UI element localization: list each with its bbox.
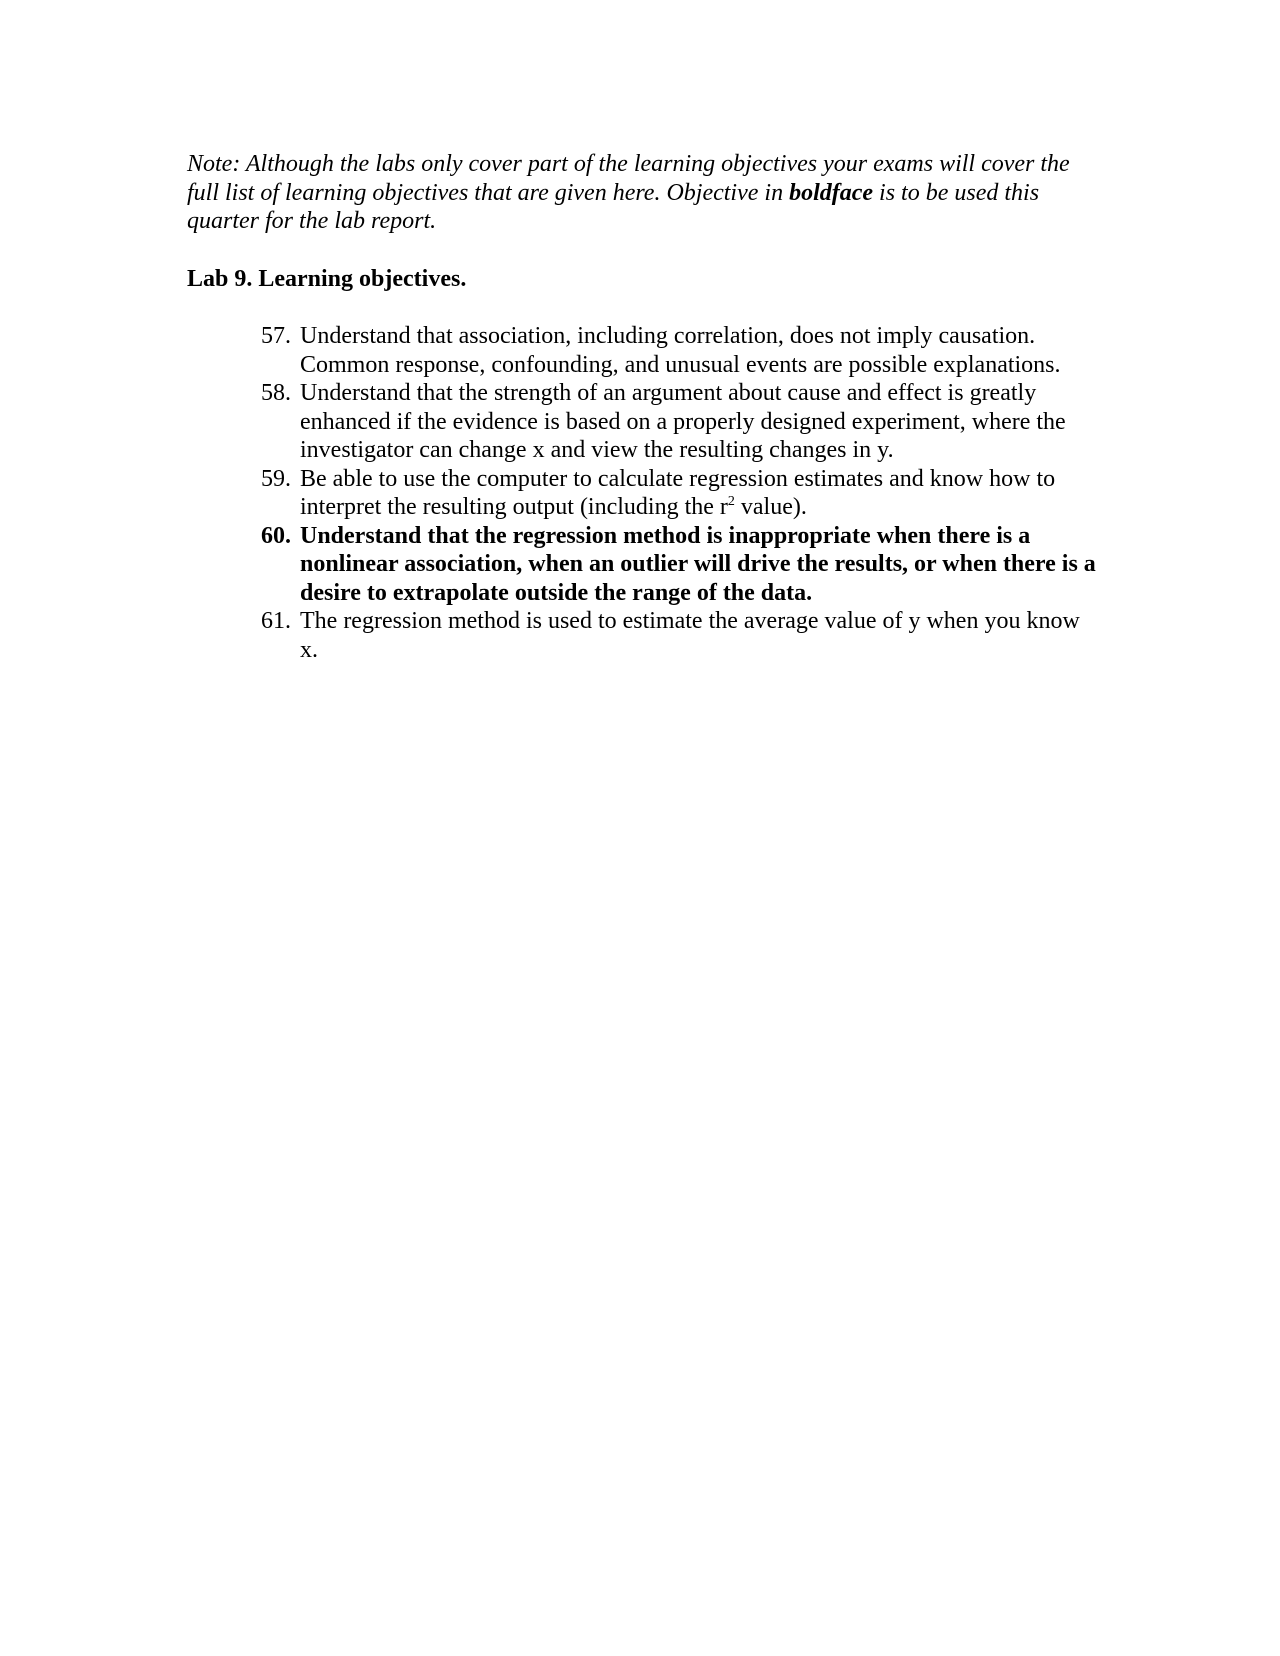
- objective-number: 58.: [261, 380, 291, 406]
- objective-text: Understand that the regression method is inappropriate when there is a nonlinear association, when an outlier will drive the results, or when there is a desire to extrapolate outside the range of the data.: [300, 522, 1096, 606]
- objective-text: Understand that association, including correlation, does not imply causation. Common response, confounding, and unusual events are possible explanations.: [300, 323, 1061, 378]
- objective-58: [261, 379, 1101, 465]
- objective-number: 61.: [261, 608, 291, 634]
- objectives-list: [261, 322, 1101, 664]
- note-boldface-word: boldface: [789, 179, 874, 206]
- objective-number: 60.: [261, 522, 291, 549]
- objective-57: [261, 322, 1101, 379]
- note-text-prefix: Note: Although the labs only cover part of the learning objectives your exams will cover the full list of learning objectives that are given here. Objective in: [187, 151, 1070, 206]
- objective-59: [261, 465, 1101, 522]
- lab-note: [187, 150, 1087, 236]
- objective-61: [261, 607, 1101, 664]
- objective-number: 57.: [261, 323, 291, 349]
- note-text-suffix: is to be used this quarter for the lab report.: [187, 179, 1040, 234]
- objective-text-before: Be able to use the computer to calculate regression estimates and know how to interpret the resulting output (including the r: [300, 465, 1056, 520]
- objective-text: Understand that the strength of an argument about cause and effect is greatly enhanced if the evidence is based on a properly designed experiment, where the investigator can change x and view the resulting changes in y.: [300, 380, 1066, 463]
- objective-number: 59.: [261, 465, 291, 492]
- objective-text: The regression method is used to estimate the average value of y when you know x.: [300, 608, 1080, 663]
- lab-heading: Lab 9. Learning objectives.: [187, 266, 467, 292]
- objective-60: [261, 522, 1101, 608]
- objective-text-after: value).: [734, 494, 807, 520]
- r-squared-superscript: 2: [727, 494, 735, 509]
